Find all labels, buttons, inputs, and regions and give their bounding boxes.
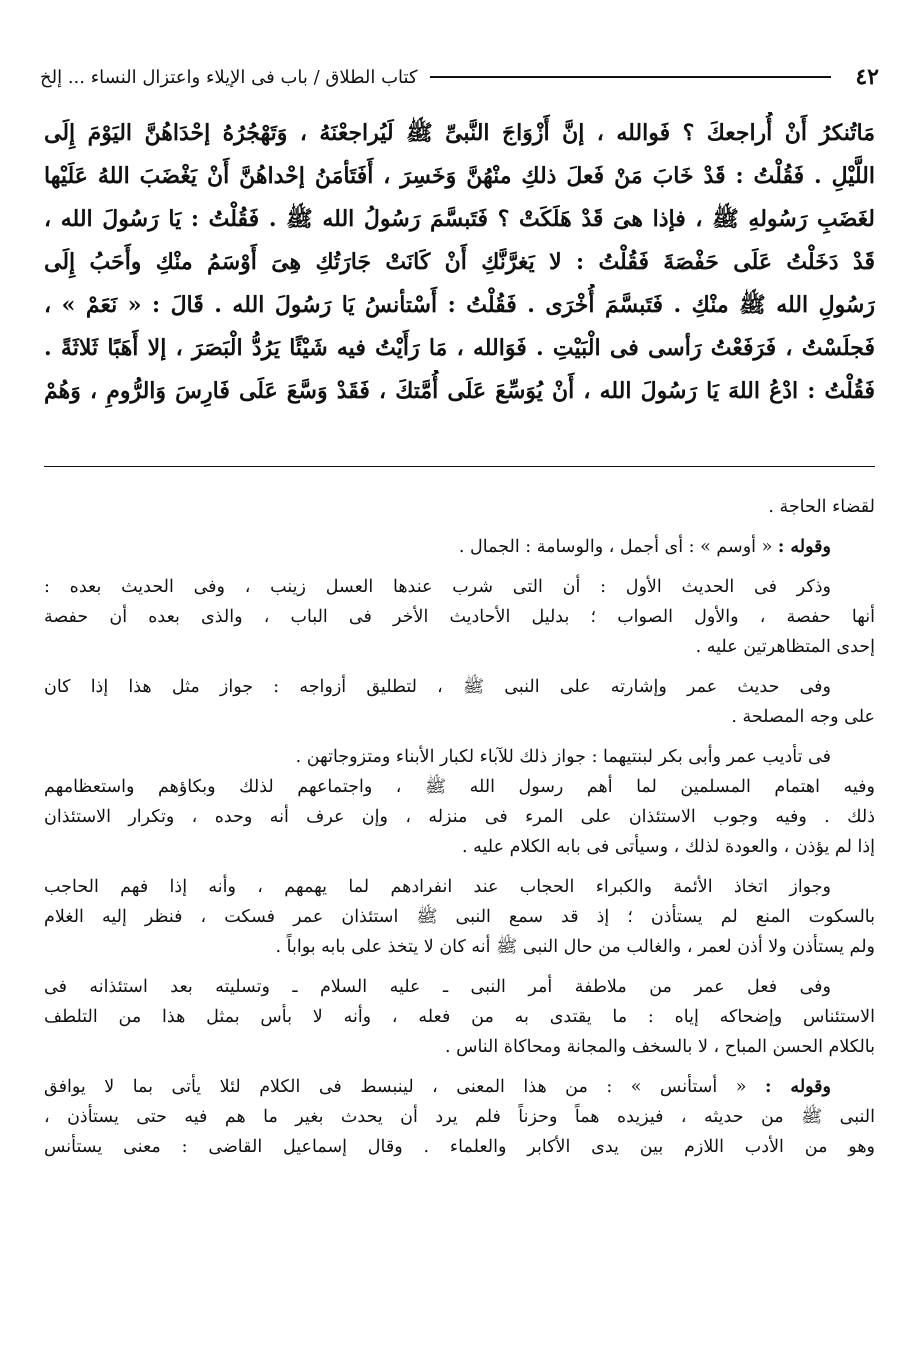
commentary-paragraph — [44, 532, 875, 562]
text-line: ذلك . وفيه وجوب الاستئذان على المرء فى منزله ، وإن عرف أنه وحده ، وتكرار الاستئذان — [44, 807, 875, 827]
commentary-paragraph — [44, 492, 875, 522]
page-header — [40, 60, 879, 94]
lead-word: وقوله : — [764, 1077, 832, 1097]
hadith-line: مَاتُنكرُ أَنْ أُراجعكَ ؟ فَوالله ، إنَّ أَزْوَاجَ النَّبىِّ ﷺ لَيُراجعْنَهُ ، وَتَهْجُرُهُ إحْدَاهُنَّ اليَوْمَ إِلَى — [44, 120, 875, 146]
running-title: كتاب الطلاق / باب فى الإيلاء واعتزال النساء ... إلخ — [40, 66, 418, 88]
text-line — [44, 1072, 875, 1102]
page-number: ٤٢ — [855, 64, 879, 90]
text-span: « أوسم » : أى أجمل ، والوسامة : الجمال . — [458, 537, 773, 557]
text-line: ولم يستأذن ولا أذن لعمر ، والغالب من حال النبى ﷺ أنه كان لا يتخذ على بابه بواباً . — [275, 937, 875, 957]
lead-word: وقوله : — [777, 537, 831, 557]
hadith-line: فَجلَسْتُ ، فَرَفَعْتُ رَأسى فى الْبَيْتِ . فَوَالله ، مَا رَأَيْتُ فيه شَيْئًا يَرُدُّ الْبَصَرَ ، إلا أَهَبًا ثَلاثَةً . — [44, 335, 875, 361]
header-rule — [430, 76, 832, 78]
text-line: أنها حفصة ، والأول الصواب ؛ بدليل الأحاديث الأخر فى الباب ، والذى بعده أن حفصة — [44, 607, 875, 627]
commentary-paragraph — [44, 1072, 875, 1162]
text-line: وفيه اهتمام المسلمين لما أهم رسول الله ﷺ ، واجتماعهم لذلك وبكاؤهم واستعظامهم — [44, 777, 875, 797]
commentary-paragraph — [44, 742, 875, 862]
hadith-line: رَسُولِ الله ﷺ منْكِ . فَتَبسَّمَ أُخْرَى . فَقُلْتُ : أَسْتأنسُ يَا رَسُولَ الله . قَالَ : « نَعَمْ » ، — [44, 292, 875, 318]
text-line: بالسكوت المنع لم يستأذن ؛ إذ قد سمع النبى ﷺ استئذان عمر فسكت ، فنظر إليه الغلام — [44, 907, 875, 927]
text-line — [44, 532, 875, 562]
hadith-line: اللَّيْلِ . فَقُلْتُ : قَدْ خَابَ مَنْ فَعلَ ذلكِ منْهُنَّ وَخَسِرَ ، أَفَتَأمَنُ إحْداهُنَّ أَنْ يَغْضَبَ اللهُ عَلَيْها — [44, 163, 875, 189]
commentary-paragraph — [44, 972, 875, 1062]
text-line: الاستئناس وإضحاكه إياه : ما يقتدى به من فعله ، وأنه لا بأس بمثل هذا من التلطف — [44, 1007, 875, 1027]
text-line: وذكر فى الحديث الأول : أن التى شرب عندها العسل زينب ، وفى الحديث بعده : — [44, 577, 831, 597]
section-divider — [44, 466, 875, 467]
text-span: « أستأنس » : من هذا المعنى ، لينبسط فى الكلام لئلا يأتى بما لا يوافق — [44, 1077, 747, 1097]
commentary-paragraph — [44, 572, 875, 662]
hadith-text — [44, 112, 875, 458]
text-line: النبى ﷺ من حديثه ، فيزيده هماً وحزناً فلم يرد أن يحدث بغير ما هم فيه حتى يستأذن ، — [44, 1107, 875, 1127]
text-line: وفى فعل عمر من ملاطفة أمر النبى ـ عليه السلام ـ وتسليته بعد استئذانه فى — [44, 977, 831, 997]
text-line: فى تأديب عمر وأبى بكر لبنتيهما : جواز ذلك للآباء لكبار الأبناء ومتزوجاتهن . — [295, 747, 831, 767]
text-line: إحدى المتظاهرتين عليه . — [695, 637, 875, 657]
text-line: على وجه المصلحة . — [731, 707, 875, 727]
hadith-line: لغَضَبِ رَسُولهِ ﷺ ، فإذا هىَ قَدْ هَلَكَتْ ؟ فَتَبسَّمَ رَسُولُ الله ﷺ . فَقُلْتُ : يَا رَسُولَ الله ، — [44, 206, 875, 232]
text-line: لقضاء الحاجة . — [768, 497, 875, 517]
hadith-line: فَقُلْتُ : ادْعُ اللهَ يَا رَسُولَ الله ، أَنْ يُوَسِّعَ عَلَى أُمَّتكَ ، فَقَدْ وَسَّعَ عَلَى فَارِسَ وَالرُّومِ ، وَهُمْ — [44, 378, 875, 404]
hadith-line: قَدْ دَخَلْتُ عَلَى حَفْصَةَ فَقُلْتُ : لا يَغرَّنَّكِ أَنْ كَانَتْ جَارَتُكِ هِىَ أَوْسَمُ منْكِ وأَحَبُ إِلَى — [44, 249, 875, 275]
text-line: إذا لم يؤذن ، والعودة لذلك ، وسيأتى فى بابه الكلام عليه . — [462, 837, 875, 857]
text-line: وهو من الأدب اللازم بين يدى الأكابر والعلماء . وقال إسماعيل القاضى : معنى يستأنس — [44, 1137, 875, 1157]
text-line: وفى حديث عمر وإشارته على النبى ﷺ ، لتطليق أزواجه : جواز مثل هذا إذا كان — [44, 677, 831, 697]
commentary — [44, 492, 875, 1354]
commentary-paragraph — [44, 872, 875, 962]
text-line: وجواز اتخاذ الأئمة والكبراء الحجاب عند انفرادهم لما يهمهم ، وأنه إذا فهم الحاجب — [44, 877, 831, 897]
text-line: بالكلام الحسن المباح ، لا بالسخف والمجانة ومحاكاة الناس . — [444, 1037, 875, 1057]
commentary-paragraph — [44, 672, 875, 732]
